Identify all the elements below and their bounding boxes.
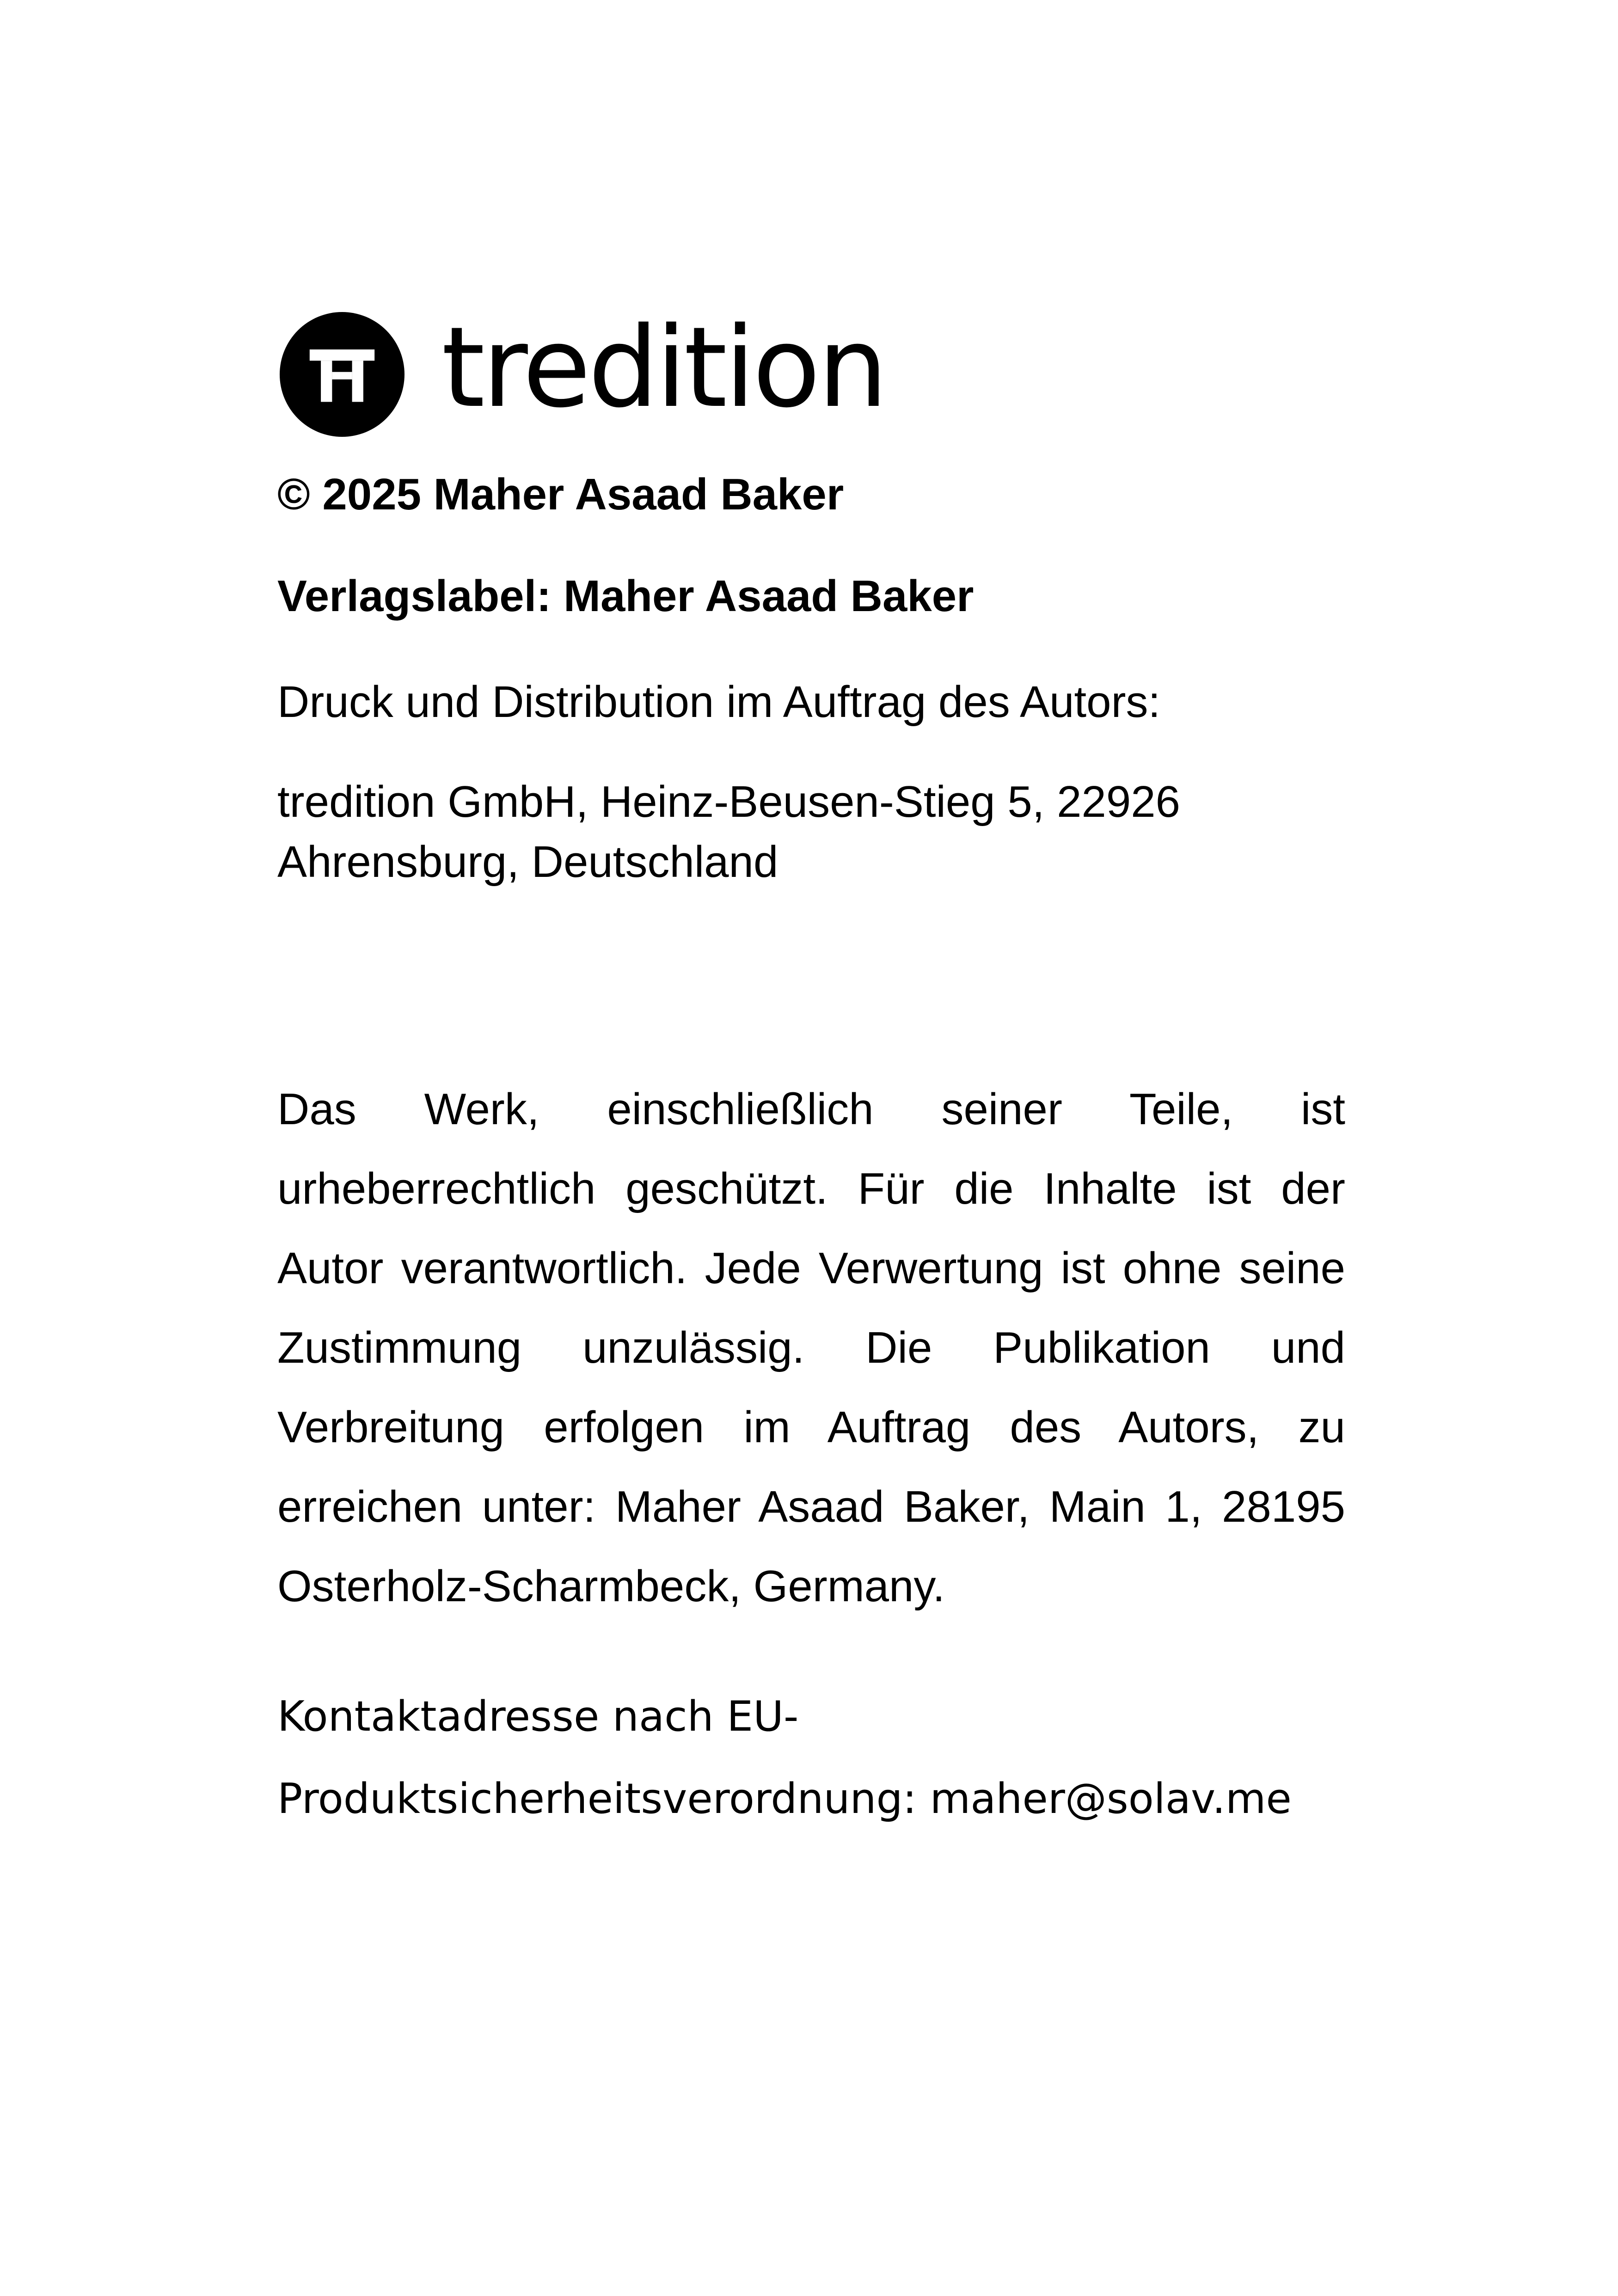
publisher-logo [280, 303, 885, 439]
publisher-label-line: Verlagslabel: Maher Asaad Baker [277, 571, 974, 621]
copyright-line: © 2025 Maher Asaad Baker [277, 470, 844, 519]
copyright-notice: Das Werk, einschließlich seiner Teile, ist urheberrechtlich geschützt. Für die Inhalte ist der Autor verantwortlich. Jede Verwertung ist ohne seine Zustimmung unzulässig. Die Publikation und Verbreitung erfolgen im Auftrag des Autors, zu erreichen unter: Maher Asaad Baker, Main 1, 28195 Osterholz-Scharmbeck, Germany. [277, 1084, 1345, 1611]
print-distribution-line: Druck und Distribution im Auftrag des Autors: [277, 677, 1161, 727]
distributor-address: tredition GmbH, Heinz-Beusen-Stieg 5, 22926 Ahrensburg, Deutschland [277, 777, 1181, 887]
contact-line-2: Produktsicherheitsverordnung: maher@solav.me [277, 1775, 1292, 1823]
publisher-wordmark: tredition [441, 303, 885, 432]
contact-line-1: Kontaktadresse nach EU- [277, 1692, 799, 1741]
tredition-logo-icon [280, 312, 404, 437]
